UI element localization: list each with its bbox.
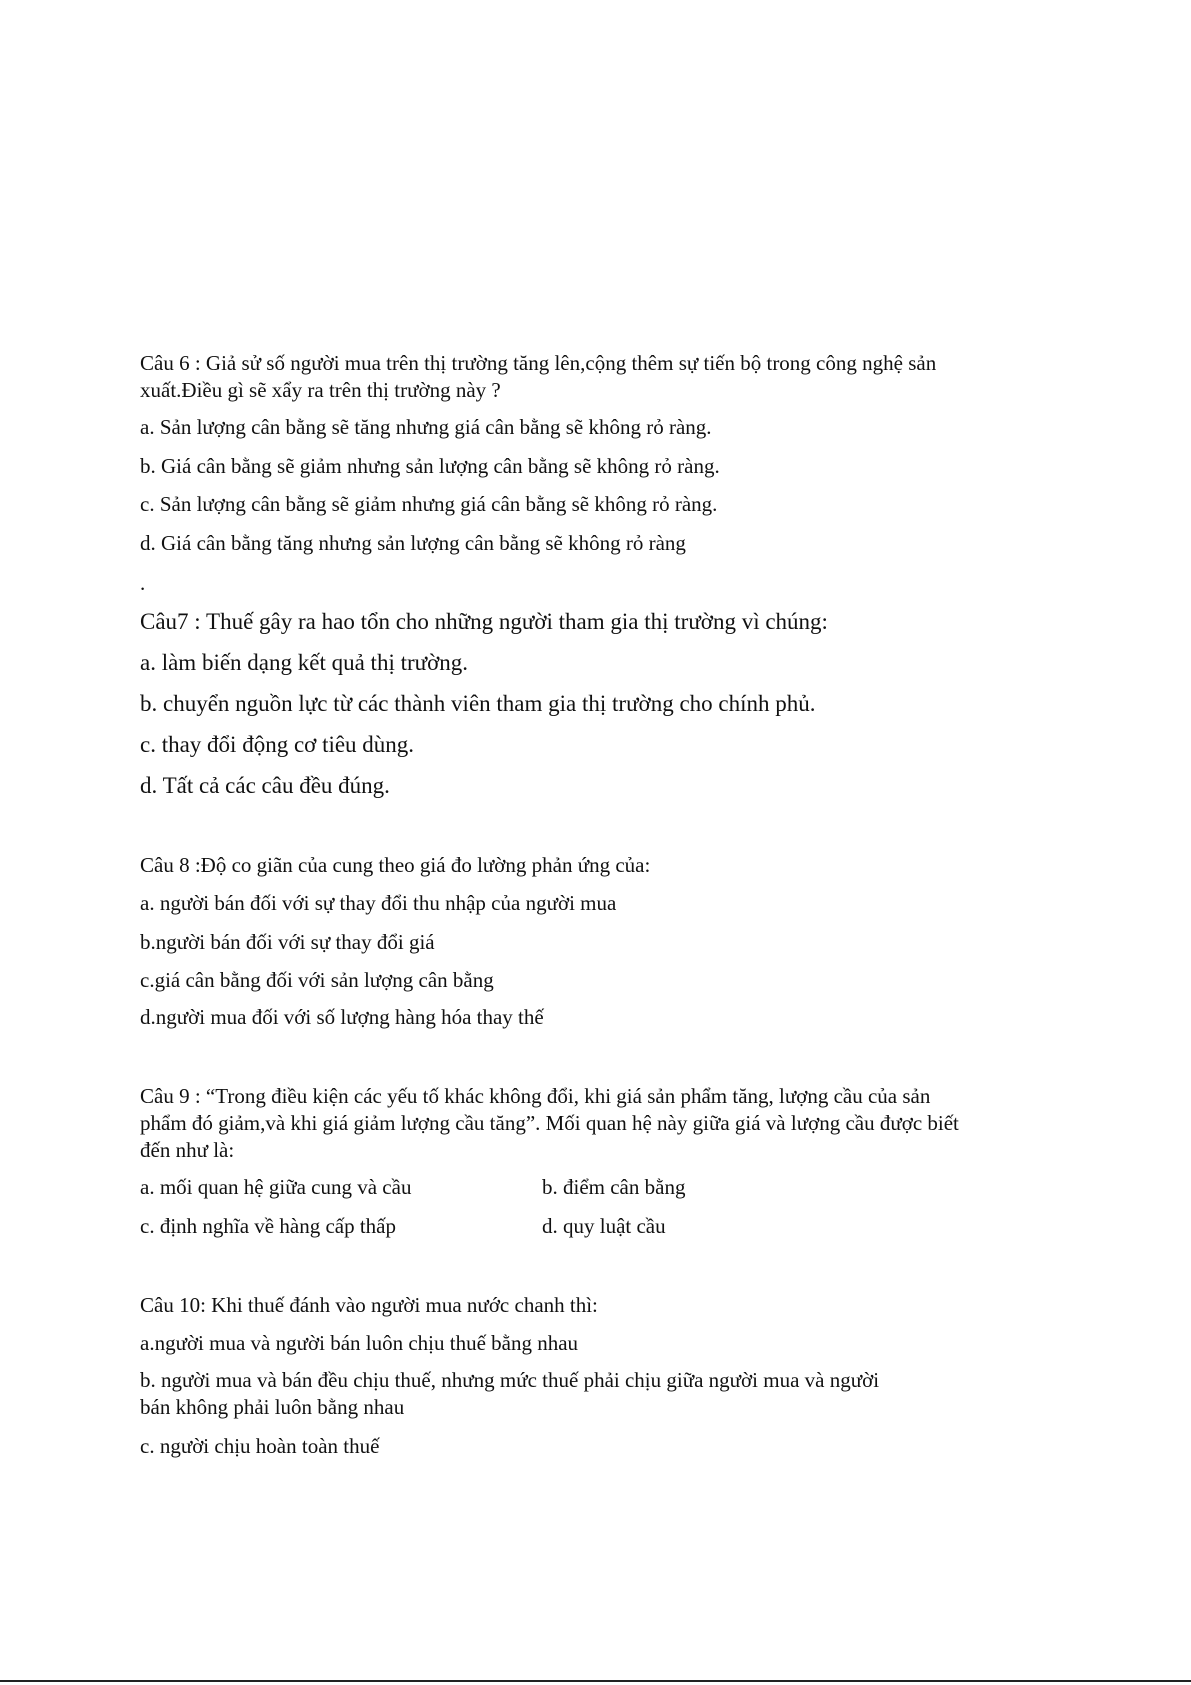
q8-option-c: c.giá cân bằng đối với sản lượng cân bằng bbox=[140, 968, 494, 992]
q9-option-d: d. quy luật cầu bbox=[542, 1214, 666, 1238]
page-bottom-divider bbox=[0, 1680, 1191, 1682]
q6-stem-line2: xuất.Điều gì sẽ xẩy ra trên thị trường này ? bbox=[140, 378, 501, 402]
q6-option-c: c. Sản lượng cân bằng sẽ giảm nhưng giá cân bằng sẽ không rỏ ràng. bbox=[140, 492, 718, 516]
q7-option-c: c. thay đổi động cơ tiêu dùng. bbox=[140, 732, 415, 757]
q9-option-a: a. mối quan hệ giữa cung và cầu bbox=[140, 1175, 412, 1199]
q7-stem: Câu7 : Thuế gây ra hao tổn cho những người tham gia thị trường vì chúng: bbox=[140, 609, 828, 634]
q9-option-c: c. định nghĩa về hàng cấp thấp bbox=[140, 1214, 396, 1238]
q10-option-a: a.người mua và người bán luôn chịu thuế bằng nhau bbox=[140, 1331, 579, 1355]
q10-stem: Câu 10: Khi thuế đánh vào người mua nước chanh thì: bbox=[140, 1293, 598, 1317]
q10-option-b-line2: bán không phải luôn bằng nhau bbox=[140, 1395, 405, 1419]
q9-stem-line2: phẩm đó giảm,và khi giá giảm lượng cầu tăng”. Mối quan hệ này giữa giá và lượng cầu được biết bbox=[140, 1111, 959, 1135]
q8-stem: Câu 8 :Độ co giãn của cung theo giá đo lường phản ứng của: bbox=[140, 853, 651, 877]
q10-option-c: c. người chịu hoàn toàn thuế bbox=[140, 1434, 380, 1458]
q6-option-a: a. Sản lượng cân bằng sẽ tăng nhưng giá cân bằng sẽ không rỏ ràng. bbox=[140, 415, 712, 439]
q6-option-b: b. Giá cân bằng sẽ giảm nhưng sản lượng cân bằng sẽ không rỏ ràng. bbox=[140, 454, 720, 478]
q9-stem-line3: đến như là: bbox=[140, 1138, 235, 1162]
q7-option-d: d. Tất cả các câu đều đúng. bbox=[140, 773, 390, 798]
q8-option-b: b.người bán đối với sự thay đổi giá bbox=[140, 930, 435, 954]
q7-option-a: a. làm biến dạng kết quả thị trường. bbox=[140, 650, 469, 675]
q7-option-b: b. chuyển nguồn lực từ các thành viên tham gia thị trường cho chính phủ. bbox=[140, 691, 816, 716]
q10-option-b-line1: b. người mua và bán đều chịu thuế, nhưng mức thuế phải chịu giữa người mua và người bbox=[140, 1368, 880, 1392]
q6-option-d: d. Giá cân bằng tăng nhưng sản lượng cân bằng sẽ không rỏ ràng bbox=[140, 531, 686, 555]
q6-trailing-dot: . bbox=[140, 571, 146, 595]
q8-option-d: d.người mua đối với số lượng hàng hóa thay thế bbox=[140, 1005, 544, 1029]
q8-option-a: a. người bán đối với sự thay đổi thu nhập của người mua bbox=[140, 891, 617, 915]
q6-stem-line1: Câu 6 : Giả sử số người mua trên thị trường tăng lên,cộng thêm sự tiến bộ trong công nghệ sản bbox=[140, 351, 937, 375]
q9-stem-line1: Câu 9 : “Trong điều kiện các yếu tố khác không đổi, khi giá sản phẩm tăng, lượng cầu của sản bbox=[140, 1084, 931, 1108]
q9-option-b: b. điểm cân bằng bbox=[542, 1175, 686, 1199]
